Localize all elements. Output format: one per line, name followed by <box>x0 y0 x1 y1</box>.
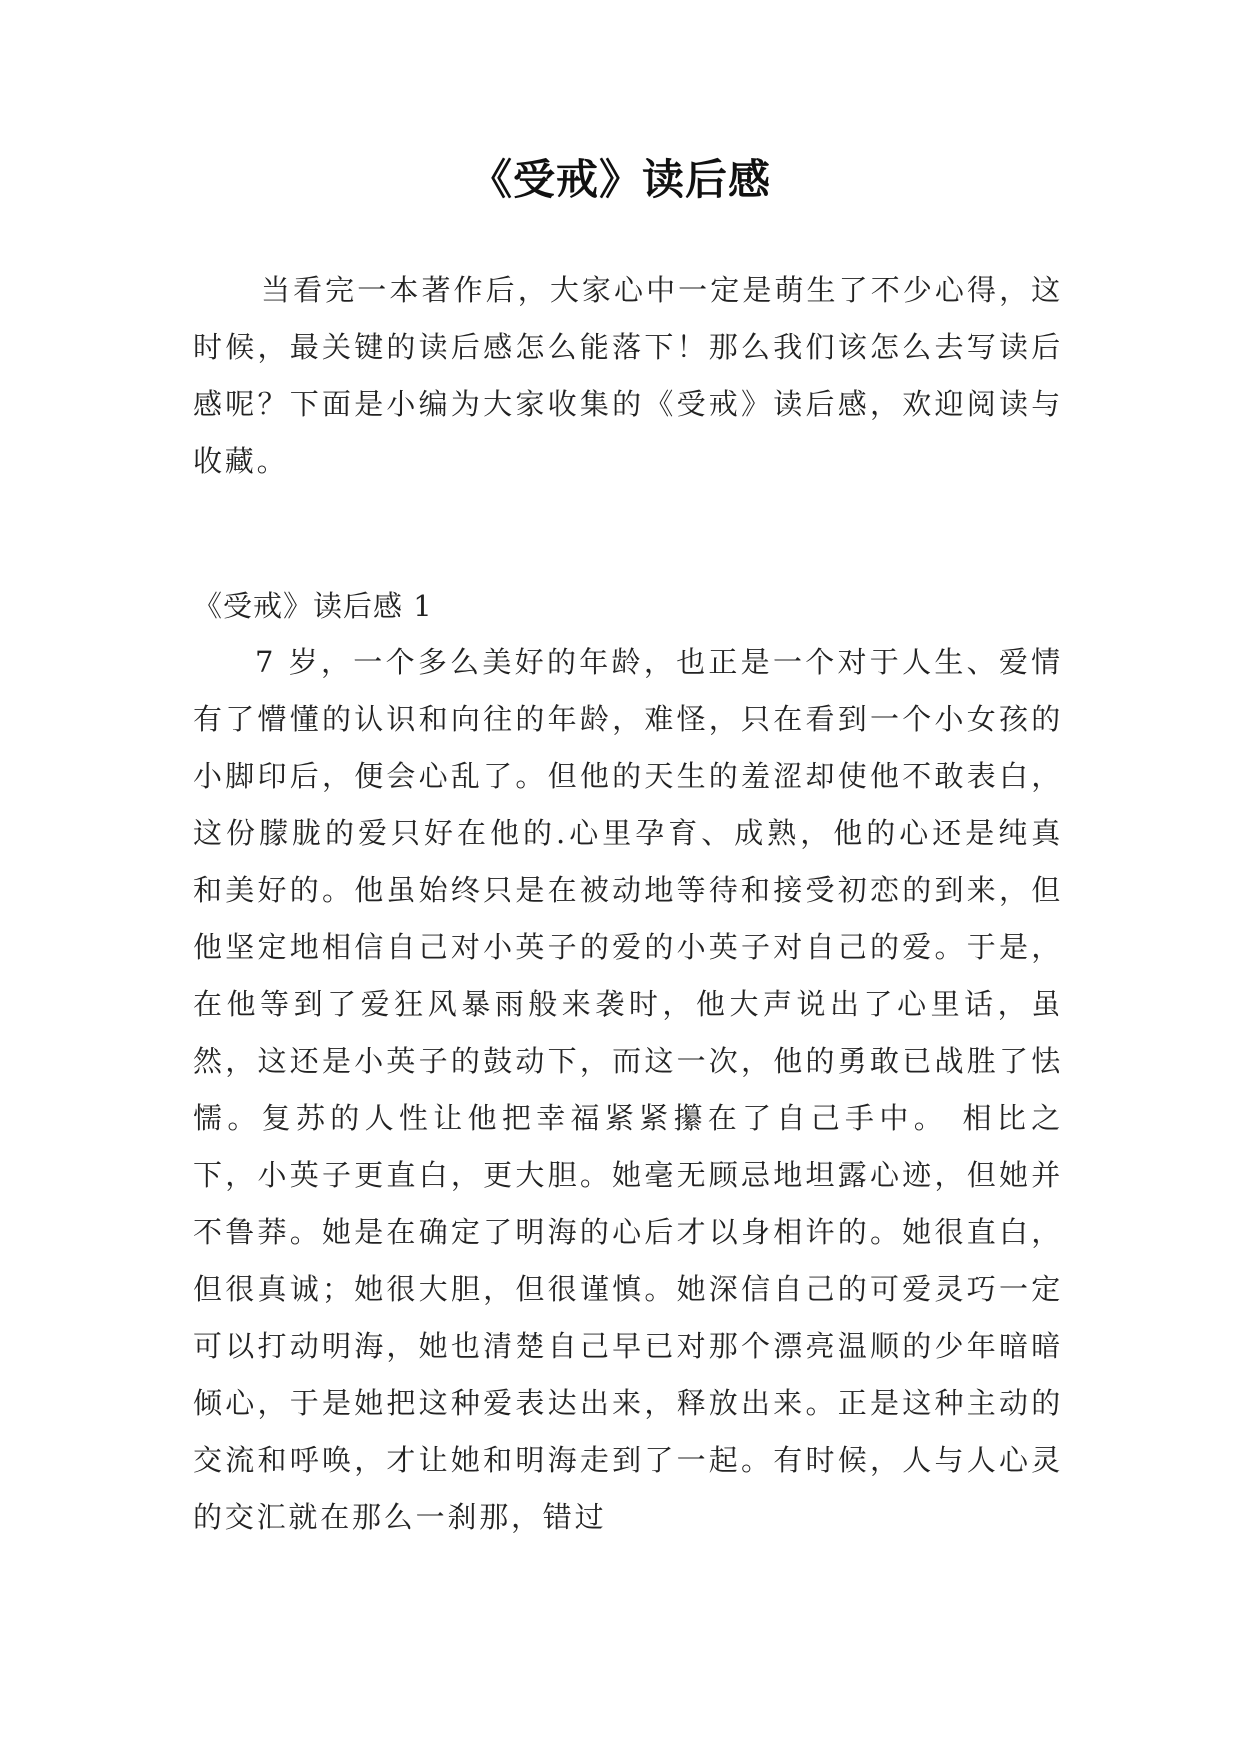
intro-paragraph: 当看完一本著作后，大家心中一定是萌生了不少心得，这时候，最关键的读后感怎么能落下！那么我们该怎么去写读后感呢？下面是小编为大家收集的《受戒》读后感，欢迎阅读与收藏。 <box>193 273 1063 478</box>
section-paragraph: 7 岁，一个多么美好的年龄，也正是一个对于人生、爱情有了懵懂的认识和向往的年龄，难怪，只在看到一个小女孩的小脚印后，便会心乱了。但他的天生的羞涩却使他不敢表白，这份朦胧的爱只好在他的.心里孕育、成熟，他的心还是纯真和美好的。他虽始终只是在被动地等待和接受初恋的到来，但他坚定地相信自己对小英子的爱的小英子对自己的爱。于是，在他等到了爱狂风暴雨般来袭时，他大声说出了心里话，虽然，这还是小英子的鼓动下，而这一次，他的勇敢已战胜了怯懦。复苏的人性让他把幸福紧紧攥在了自己手中。 相比之下，小英子更直白，更大胆。她毫无顾忌地坦露心迹，但她并不鲁莽。她是在确定了明海的心后才以身相许的。她很直白，但很真诚；她很大胆，但很谨慎。她深信自己的可爱灵巧一定可以打动明海，她也清楚自己早已对那个漂亮温顺的少年暗暗倾心，于是她把这种爱表达出来，释放出来。正是这种主动的交流和呼唤，才让她和明海走到了一起。有时候，人与人心灵的交汇就在那么一刹那，错过 <box>193 645 1063 1534</box>
section-heading: 《受戒》读后感 1 <box>193 589 433 623</box>
document-title: 《受戒》读后感 <box>469 155 771 204</box>
